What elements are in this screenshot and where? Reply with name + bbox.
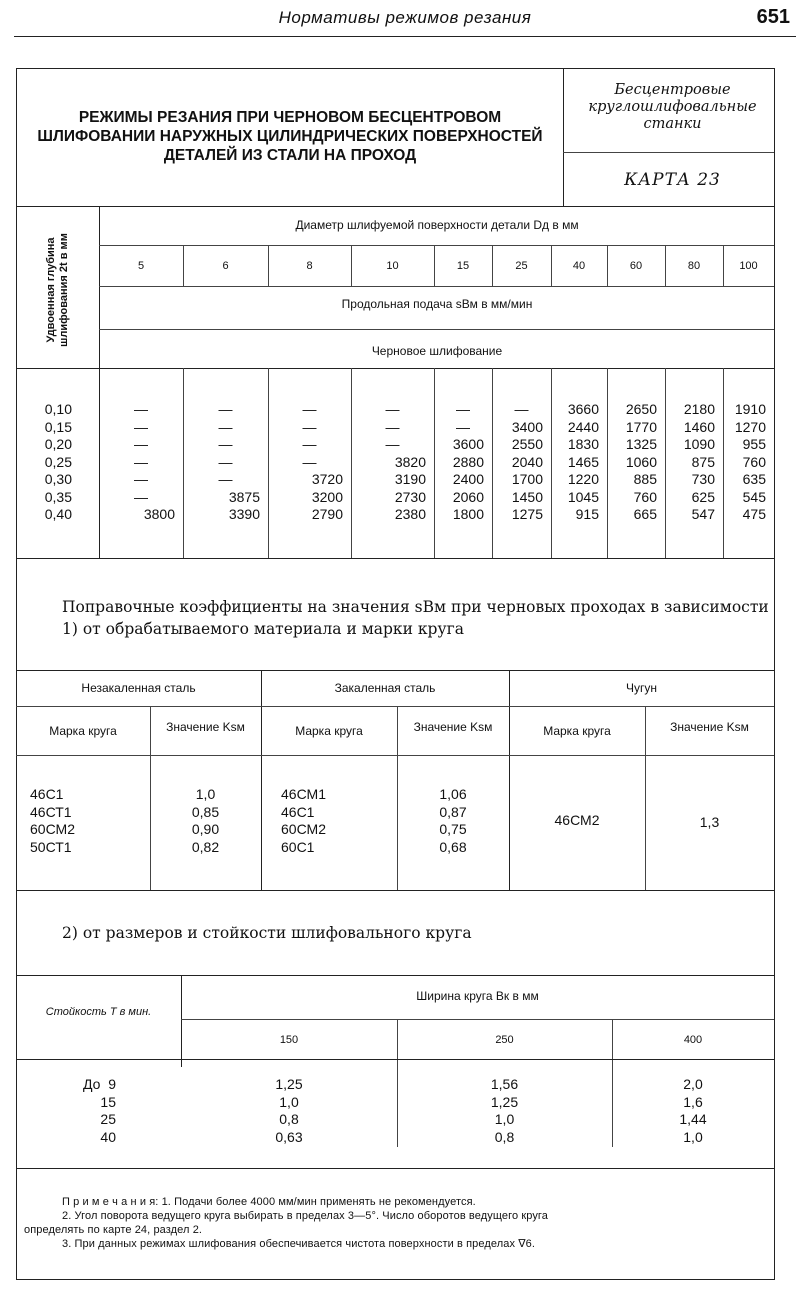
table3-bottom [16, 1168, 774, 1169]
diameter-cell-divider [723, 245, 724, 286]
feed-value: 475 [742, 506, 766, 522]
group-hardened-steel: Закаленная сталь [334, 681, 436, 695]
mark-header: Марка круга [543, 724, 611, 738]
feed-value: — [134, 488, 148, 505]
feed-column [607, 401, 657, 524]
coef-value: 1,56 [490, 1076, 519, 1092]
coef-value: 1,0 [494, 1111, 515, 1127]
durability-value: 40 [100, 1128, 116, 1145]
durability-value: 15 [100, 1093, 116, 1110]
g1-values [150, 786, 261, 856]
diameter-header-cell: 10 [386, 260, 399, 272]
feed-value: 885 [633, 471, 657, 487]
feed-value: 875 [691, 453, 715, 470]
section2-title: 2) от размеров и стойкости шлифовального круга [62, 924, 472, 942]
coef-value: 0,82 [191, 838, 220, 855]
table1-bottom [16, 558, 774, 559]
feed-column [434, 401, 484, 524]
feed-value: 1460 [683, 418, 715, 435]
coef-value: 0,8 [494, 1128, 515, 1145]
feed-value: 3400 [511, 418, 543, 435]
feed-value: 915 [575, 506, 599, 522]
coef-value: 0,87 [439, 803, 467, 820]
table-title: РЕЖИМЫ РЕЗАНИЯ ПРИ ЧЕРНОВОМ БЕСЦЕНТРОВОМ ШЛИФОВАНИИ НАРУЖНЫХ ЦИЛИНДРИЧЕСКИХ ПОВЕРХНОСТЕЙ ДЕТАЛЕЙ ИЗ СТАЛИ НА ПРОХОД [37, 109, 543, 164]
page-number: 651 [756, 6, 790, 28]
machine-type-line1: Бесцентровые [614, 82, 731, 98]
depth-value: 0,10 [44, 401, 72, 417]
feed-value: — [134, 471, 148, 487]
feed-value: 1800 [452, 506, 484, 522]
diameter-row-bottom [99, 286, 774, 287]
note-line4: 3. При данных режимах шлифования обеспечивается чистота поверхности в пределах ∇6. [62, 1238, 536, 1250]
feed-value: — [302, 418, 317, 435]
coef-value: 0,90 [191, 821, 220, 837]
table2-top [16, 670, 774, 671]
header-rule [14, 36, 796, 37]
feed-column [723, 401, 766, 524]
frame-bottom [16, 1279, 774, 1280]
feed-value: — [302, 401, 317, 417]
machine-type-line3: станки [643, 116, 702, 132]
title-bottom-rule [16, 206, 774, 207]
diameter-cell-divider [665, 245, 666, 286]
durability-values [30, 1076, 116, 1146]
col-250-values [397, 1076, 612, 1146]
feed-value: — [134, 453, 148, 470]
diameter-header-cell: 15 [456, 260, 470, 272]
coef-value: 1,0 [195, 786, 216, 802]
running-header-title: Нормативы режимов резания [278, 8, 532, 27]
feed-value: 3660 [567, 401, 599, 417]
feed-value: — [302, 453, 317, 470]
feed-value: 1325 [625, 436, 657, 452]
wheel-mark: 46С1 [30, 786, 64, 802]
table2-group-rule [16, 706, 774, 707]
diameter-caption: Диаметр шлифуемой поверхности детали Dд в мм [295, 218, 579, 232]
coef-value: 0,75 [439, 821, 467, 837]
table2-bottom [16, 890, 774, 891]
diameter-header-cell: 80 [687, 260, 701, 272]
note-line2: 2. Угол поворота ведущего круга выбирать в пределах 3—5°. Число оборотов ведущего круга [62, 1210, 549, 1222]
feed-value: — [385, 418, 400, 435]
feed-value: 2650 [625, 401, 657, 417]
coef-value: 1,0 [279, 1093, 299, 1110]
feed-value: 625 [691, 488, 715, 505]
g2-marks [281, 786, 326, 856]
table2-group-divider1 [261, 670, 262, 890]
mode-caption: Черновое шлифование [371, 344, 503, 358]
width-250: 250 [495, 1034, 514, 1046]
coef-value: 1,25 [275, 1076, 303, 1092]
diameter-cell-divider [351, 245, 352, 286]
coef-value: 1,6 [683, 1093, 703, 1110]
feed-value: — [456, 401, 470, 417]
table3-top [16, 975, 774, 976]
coef-value: 0,85 [191, 803, 220, 820]
g2-values [397, 786, 509, 856]
coef-value: 1,06 [439, 786, 467, 802]
feed-value: — [134, 401, 148, 417]
feed-value: 2060 [452, 488, 484, 505]
feed-value: 1090 [683, 436, 715, 452]
feed-value: — [218, 401, 233, 417]
width-caption: Ширина круга Bк в мм [416, 989, 539, 1003]
feed-value: — [385, 436, 400, 452]
feed-value: — [218, 471, 233, 487]
title-divider [563, 68, 564, 206]
correction-intro-line1: Поправочные коэффициенты на значения sВм при черновых проходах в зависимости [62, 598, 769, 616]
coef-value: 0,68 [439, 838, 467, 855]
feed-value: 545 [742, 488, 766, 505]
feed-value: — [218, 436, 233, 452]
depth-value: 0,20 [44, 436, 72, 452]
value-header: Значение Ksм [670, 720, 749, 734]
group-unhardened-steel: Незакаленная сталь [81, 681, 196, 695]
note-line3: определять по карте 24, раздел 2. [24, 1224, 203, 1236]
machine-type-line2: круглошлифовальные [588, 99, 757, 115]
coef-value: 0,8 [279, 1111, 299, 1127]
diameter-cell-divider [434, 245, 435, 286]
feed-value: 1700 [511, 471, 543, 487]
depth-value: 0,35 [44, 488, 72, 505]
wheel-mark: 46СМ1 [281, 786, 326, 802]
diameter-header-cell: 5 [137, 260, 145, 272]
feed-value: — [134, 418, 148, 435]
feed-value: 1045 [567, 488, 599, 505]
feed-value: 730 [691, 471, 715, 487]
feed-value: 1910 [734, 401, 766, 417]
diameter-cell-divider [492, 245, 493, 286]
group-cast-iron: Чугун [625, 681, 657, 695]
wheel-mark: 60С1 [281, 838, 315, 855]
feed-column [183, 401, 260, 524]
feed-value: 2730 [394, 488, 426, 505]
width-rule [181, 1019, 774, 1020]
coef-value: 1,0 [683, 1128, 703, 1145]
diameter-header-cell: 60 [629, 260, 643, 272]
mark-header: Марка круга [295, 724, 363, 738]
wheel-mark: 60СМ2 [281, 821, 326, 837]
col-150-values [181, 1076, 397, 1146]
frame-right [774, 68, 775, 1280]
value-header: Значение Ksм [166, 720, 245, 734]
value-header: Значение Ksм [413, 720, 493, 734]
feed-value: 2440 [567, 418, 599, 435]
diameter-header-cell: 40 [572, 260, 586, 272]
frame-left [16, 68, 17, 1280]
cast-iron-value: 1,3 [699, 814, 720, 830]
feed-value: 1450 [511, 488, 543, 505]
feed-value: 2550 [511, 436, 543, 452]
feed-value: — [218, 453, 233, 470]
mark-header: Марка круга [49, 724, 117, 738]
coef-value: 1,25 [490, 1093, 519, 1110]
feed-value: 3720 [311, 471, 343, 487]
note-line1: П р и м е ч а н и я: 1. Подачи более 4000 мм/мин применять не рекомендуется. [62, 1196, 476, 1208]
feed-column [551, 401, 599, 524]
table2-header-bottom [16, 755, 774, 756]
coef-value: 1,44 [679, 1111, 707, 1127]
feed-value: — [302, 436, 317, 452]
feed-value: 1770 [625, 418, 657, 435]
feed-column [268, 401, 343, 524]
feed-value: 3390 [228, 506, 260, 522]
feed-column [665, 401, 715, 524]
feed-value: 3200 [311, 488, 343, 505]
feed-value: 1270 [734, 418, 766, 435]
feed-column [351, 401, 426, 524]
depth-value: 0,15 [44, 418, 72, 435]
width-150: 150 [279, 1034, 299, 1046]
feed-value: 3600 [452, 436, 484, 452]
cast-iron-mark: 46СМ2 [554, 812, 600, 828]
wheel-mark: 46СТ1 [30, 803, 72, 820]
feed-value: — [134, 436, 148, 452]
feed-value: — [456, 418, 470, 435]
card-number: КАРТА 23 [624, 170, 721, 190]
table3-header-bottom [16, 1059, 774, 1060]
feed-value: 3190 [394, 471, 426, 487]
feed-value: 2380 [394, 506, 426, 522]
feed-value: 955 [742, 436, 766, 452]
durability-value: До 9 [83, 1076, 116, 1092]
feed-value: 3800 [143, 506, 175, 522]
width-400: 400 [683, 1034, 703, 1046]
feed-value: 1465 [567, 453, 599, 470]
depth-label-line2: шлифования 2t в мм [58, 233, 70, 347]
feed-value: — [218, 418, 233, 435]
feed-value: 2180 [683, 401, 715, 417]
diameter-rule [99, 245, 774, 246]
feed-value: 760 [742, 453, 766, 470]
diameter-cell-divider [551, 245, 552, 286]
feed-value: 760 [633, 488, 657, 505]
wheel-mark: 50СТ1 [30, 838, 72, 855]
feed-value: 635 [742, 471, 766, 487]
feed-value: 665 [633, 506, 657, 522]
feed-value: 1220 [567, 471, 599, 487]
diameter-cell-divider [268, 245, 269, 286]
feed-value: — [385, 401, 400, 417]
feed-caption: Продольная подача sВм в мм/мин [341, 297, 533, 311]
feed-value: 1060 [625, 453, 657, 470]
feed-rule [99, 329, 774, 330]
frame-top [16, 68, 774, 69]
feed-column [492, 401, 543, 524]
feed-value: 3820 [394, 453, 426, 470]
coef-value: 2,0 [683, 1076, 703, 1092]
depth-value: 0,25 [44, 453, 72, 470]
wheel-mark: 60СМ2 [30, 821, 75, 837]
diameter-cell-divider [183, 245, 184, 286]
depth-axis-label [45, 233, 71, 347]
feed-value: — [514, 401, 529, 417]
feed-value: 1830 [567, 436, 599, 452]
coef-value: 0,63 [275, 1128, 303, 1145]
diameter-cell-divider [607, 245, 608, 286]
col-400-values [612, 1076, 774, 1146]
durability-header: Стойкость T в мин. [45, 1006, 152, 1018]
feed-column [99, 401, 175, 524]
feed-value: 1275 [511, 506, 543, 522]
table1-header-bottom [16, 368, 774, 369]
feed-value: 2040 [511, 453, 543, 470]
diameter-header-cell: 6 [222, 260, 229, 272]
feed-value: 547 [691, 506, 715, 522]
g1-marks [30, 786, 75, 856]
diameter-header-cell: 8 [306, 260, 313, 272]
depth-value: 0,30 [44, 471, 72, 487]
diameter-header-cell: 100 [739, 260, 758, 272]
diameter-header-cell: 25 [515, 260, 528, 272]
wheel-mark: 46С1 [281, 803, 315, 820]
feed-value: 2790 [311, 506, 343, 522]
side-divider [563, 152, 774, 153]
feed-value: 2880 [452, 453, 484, 470]
feed-value: 3875 [228, 488, 260, 505]
feed-value: 2400 [452, 471, 484, 487]
depth-values [30, 401, 72, 524]
durability-value: 25 [100, 1111, 116, 1127]
correction-intro-line2: 1) от обрабатываемого материала и марки круга [62, 620, 464, 638]
depth-label-line1: Удвоенная глубина [45, 237, 57, 343]
depth-value: 0,40 [44, 506, 72, 522]
table2-group-divider2 [509, 670, 510, 890]
